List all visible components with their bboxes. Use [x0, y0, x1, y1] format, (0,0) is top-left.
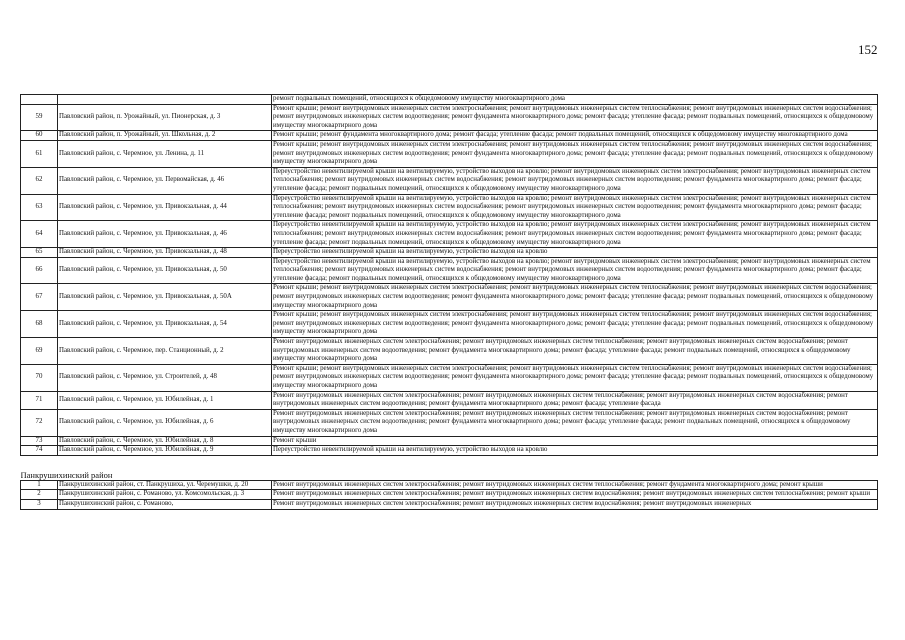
row-number-cell: 68: [21, 311, 58, 338]
row-number-cell: 72: [21, 409, 58, 436]
row-number-cell: 1: [21, 480, 58, 490]
address-cell: Панкрушихинский район, с. Романово, ул. Комсомольская, д. 3: [58, 490, 272, 500]
address-cell: Павловский район, с. Черемное, ул. Привокзальная, д. 44: [58, 194, 272, 221]
row-number-cell: 63: [21, 194, 58, 221]
works-cell: Ремонт крыши; ремонт внутридомовых инженерных систем электроснабжения; ремонт внутридомовых инженерных систем теплоснабжения; ремонт внутридомовых инженерных систем водоснабжения; ремонт внутридомовых инженерных систем водоотведения; ремонт фундамента многоквартирного дома; ремонт фасада; утепление фасада; ремонт подвальных помещений, относящихся к общедомовому имуществу многоквартирного дома: [272, 364, 878, 391]
works-cell: ремонт подвальных помещений, относящихся к общедомовому имуществу многоквартирного дома: [272, 95, 878, 105]
row-number-cell: 66: [21, 257, 58, 284]
address-cell: Павловский район, с. Черемное, ул. Привокзальная, д. 54: [58, 311, 272, 338]
row-number-cell: 65: [21, 248, 58, 258]
address-cell: Павловский район, с. Черемное, ул. Первомайская, д. 46: [58, 167, 272, 194]
address-cell: Панкрушихинский район, ст. Панкрушиха, ул. Черемушки, д. 20: [58, 480, 272, 490]
works-cell: Ремонт крыши: [272, 436, 878, 446]
table-row: [21, 338, 878, 365]
row-number-cell: [21, 95, 58, 105]
table-row: [21, 140, 878, 167]
address-cell: Панкрушихинский район, с. Романово,: [58, 499, 272, 509]
works-table-body: [21, 95, 878, 510]
address-cell: Павловский район, п. Урожайный, ул. Школьная, д. 2: [58, 131, 272, 141]
row-number-cell: 2: [21, 490, 58, 500]
table-row: [21, 257, 878, 284]
row-number-cell: 70: [21, 364, 58, 391]
works-table: [20, 94, 878, 510]
row-number-cell: 3: [21, 499, 58, 509]
address-cell: Павловский район, с. Черемное, ул. Ленина, д. 11: [58, 140, 272, 167]
works-cell: Переустройство невентилируемой крыши на вентилируемую, устройство выходов на кровлю; ремонт внутридомовых инженерных систем электроснабжения; ремонт внутридомовых инженерных систем теплоснабжения; ремонт внутридомовых инженерных систем водоснабжения; ремонт внутридомовых инженерных систем водоотведения; ремонт фундамента многоквартирного дома; ремонт фасада; утепление фасада; ремонт подвальных помещений, относящихся к общедомовому имуществу многоквартирного дома: [272, 221, 878, 248]
table-row: [21, 436, 878, 446]
works-cell: Ремонт крыши; ремонт фундамента многоквартирного дома; ремонт фасада; утепление фасада; ремонт подвальных помещений, относящихся к общедомовому имуществу многоквартирного дома: [272, 131, 878, 141]
address-cell: Павловский район, с. Черемное, ул. Привокзальная, д. 50А: [58, 284, 272, 311]
row-number-cell: 60: [21, 131, 58, 141]
table-row: [21, 131, 878, 141]
table-row: [21, 167, 878, 194]
works-cell: Ремонт крыши; ремонт внутридомовых инженерных систем электроснабжения; ремонт внутридомовых инженерных систем теплоснабжения; ремонт внутридомовых инженерных систем водоснабжения; ремонт внутридомовых инженерных систем водоотведения; ремонт фундамента многоквартирного дома; ремонт фасада; утепление фасада; ремонт подвальных помещений, относящихся к общедомовому имуществу многоквартирного дома: [272, 284, 878, 311]
row-number-cell: 64: [21, 221, 58, 248]
address-cell: Павловский район, с. Черемное, пер. Станционный, д. 2: [58, 338, 272, 365]
table-row: [21, 446, 878, 456]
address-cell: Павловский район, с. Черемное, ул. Привокзальная, д. 50: [58, 257, 272, 284]
table-row: [21, 104, 878, 131]
row-number-cell: 74: [21, 446, 58, 456]
works-cell: Переустройство невентилируемой крыши на вентилируемую, устройство выходов на кровлю; ремонт внутридомовых инженерных систем электроснабжения; ремонт внутридомовых инженерных систем теплоснабжения; ремонт внутридомовых инженерных систем водоснабжения; ремонт внутридомовых инженерных систем водоотведения; ремонт фундамента многоквартирного дома; ремонт фасада; утепление фасада; ремонт подвальных помещений, относящихся к общедомовому имуществу многоквартирного дома: [272, 167, 878, 194]
works-cell: Ремонт внутридомовых инженерных систем электроснабжения; ремонт внутридомовых инженерных систем водоснабжения; ремонт внутридомовых инженерных: [272, 499, 878, 509]
table-row: [21, 364, 878, 391]
district-heading-row: [21, 455, 878, 480]
works-cell: Переустройство невентилируемой крыши на вентилируемую, устройство выходов на кровлю; ремонт внутридомовых инженерных систем электроснабжения; ремонт внутридомовых инженерных систем теплоснабжения; ремонт внутридомовых инженерных систем водоснабжения; ремонт внутридомовых инженерных систем водоотведения; ремонт фундамента многоквартирного дома; ремонт фасада; утепление фасада; ремонт подвальных помещений, относящихся к общедомовому имуществу многоквартирного дома: [272, 257, 878, 284]
table-row: [21, 311, 878, 338]
district-heading: Панкрушихинский район: [20, 470, 113, 481]
address-cell: Павловский район, с. Черемное, ул. Привокзальная, д. 48: [58, 248, 272, 258]
works-cell: Переустройство невентилируемой крыши на вентилируемую, устройство выходов на кровлю; ремонт внутридомовых инженерных систем электроснабжения; ремонт внутридомовых инженерных систем теплоснабжения; ремонт внутридомовых инженерных систем водоснабжения; ремонт внутридомовых инженерных систем водоотведения; ремонт фундамента многоквартирного дома; ремонт фасада; утепление фасада; ремонт подвальных помещений, относящихся к общедомовому имуществу многоквартирного дома: [272, 194, 878, 221]
address-cell: [58, 95, 272, 105]
page-number: 152: [858, 42, 878, 57]
table-row: [21, 248, 878, 258]
row-number-cell: 61: [21, 140, 58, 167]
works-cell: Ремонт внутридомовых инженерных систем электроснабжения; ремонт внутридомовых инженерных систем теплоснабжения; ремонт внутридомовых инженерных систем водоснабжения; ремонт внутридомовых инженерных систем водоотведения; ремонт фундамента многоквартирного дома; ремонт фасада; утепление фасада; ремонт подвальных помещений, относящихся к общедомовому имуществу многоквартирного дома: [272, 409, 878, 436]
row-number-cell: 73: [21, 436, 58, 446]
address-cell: Павловский район, с. Черемное, ул. Юбилейная, д. 8: [58, 436, 272, 446]
works-cell: Ремонт крыши; ремонт внутридомовых инженерных систем электроснабжения; ремонт внутридомовых инженерных систем теплоснабжения; ремонт внутридомовых инженерных систем водоснабжения; ремонт внутридомовых инженерных систем водоотведения; ремонт фундамента многоквартирного дома; ремонт фасада; утепление фасада; ремонт подвальных помещений, относящихся к общедомовому имуществу многоквартирного дома: [272, 140, 878, 167]
address-cell: Павловский район, с. Черемное, ул. Юбилейная, д. 1: [58, 391, 272, 409]
works-cell: Переустройство невентилируемой крыши на вентилируемую, устройство выходов на кровлю: [272, 248, 878, 258]
address-cell: Павловский район, с. Черемное, ул. Юбилейная, д. 6: [58, 409, 272, 436]
works-cell: Ремонт внутридомовых инженерных систем электроснабжения; ремонт внутридомовых инженерных систем водоснабжения; ремонт внутридомовых инженерных систем теплоснабжения; ремонт крыши: [272, 490, 878, 500]
row-number-cell: 62: [21, 167, 58, 194]
table-row: [21, 409, 878, 436]
row-number-cell: 59: [21, 104, 58, 131]
row-number-cell: 67: [21, 284, 58, 311]
table-row: [21, 284, 878, 311]
works-cell: Переустройство невентилируемой крыши на вентилируемую, устройство выходов на кровлю: [272, 446, 878, 456]
works-cell: Ремонт внутридомовых инженерных систем электроснабжения; ремонт внутридомовых инженерных систем теплоснабжения; ремонт внутридомовых инженерных систем водоснабжения; ремонт внутридомовых инженерных систем водоотведения; ремонт фундамента многоквартирного дома; ремонт фасада; утепление фасада; ремонт подвальных помещений, относящихся к общедомовому имуществу многоквартирного дома: [272, 338, 878, 365]
address-cell: Павловский район, п. Урожайный, ул. Пионерская, д. 3: [58, 104, 272, 131]
table-row: [21, 194, 878, 221]
works-cell: Ремонт внутридомовых инженерных систем электроснабжения; ремонт внутридомовых инженерных систем теплоснабжения; ремонт внутридомовых инженерных систем водоснабжения; ремонт внутридомовых инженерных систем водоотведения; ремонт фундамента многоквартирного дома; ремонт фасада; утепление фасада: [272, 391, 878, 409]
address-cell: Павловский район, с. Черемное, ул. Строителей, д. 48: [58, 364, 272, 391]
address-cell: Павловский район, с. Черемное, ул. Юбилейная, д. 9: [58, 446, 272, 456]
works-cell: Ремонт крыши; ремонт внутридомовых инженерных систем электроснабжения; ремонт внутридомовых инженерных систем теплоснабжения; ремонт внутридомовых инженерных систем водоснабжения; ремонт внутридомовых инженерных систем водоотведения; ремонт фундамента многоквартирного дома; ремонт фасада; утепление фасада; ремонт подвальных помещений, относящихся к общедомовому имуществу многоквартирного дома: [272, 104, 878, 131]
address-cell: Павловский район, с. Черемное, ул. Привокзальная, д. 46: [58, 221, 272, 248]
table-row: [21, 490, 878, 500]
works-cell: Ремонт крыши; ремонт внутридомовых инженерных систем электроснабжения; ремонт внутридомовых инженерных систем теплоснабжения; ремонт внутридомовых инженерных систем водоснабжения; ремонт внутридомовых инженерных систем водоотведения; ремонт фундамента многоквартирного дома; ремонт фасада; утепление фасада; ремонт подвальных помещений, относящихся к общедомовому имуществу многоквартирного дома: [272, 311, 878, 338]
works-cell: Ремонт внутридомовых инженерных систем электроснабжения; ремонт внутридомовых инженерных систем теплоснабжения; ремонт фундамента многоквартирного дома; ремонт крыши: [272, 480, 878, 490]
table-row: [21, 499, 878, 509]
table-row: [21, 221, 878, 248]
row-number-cell: 71: [21, 391, 58, 409]
row-number-cell: 69: [21, 338, 58, 365]
table-row: [21, 391, 878, 409]
table-row-continuation: [21, 95, 878, 105]
table-row: [21, 480, 878, 490]
